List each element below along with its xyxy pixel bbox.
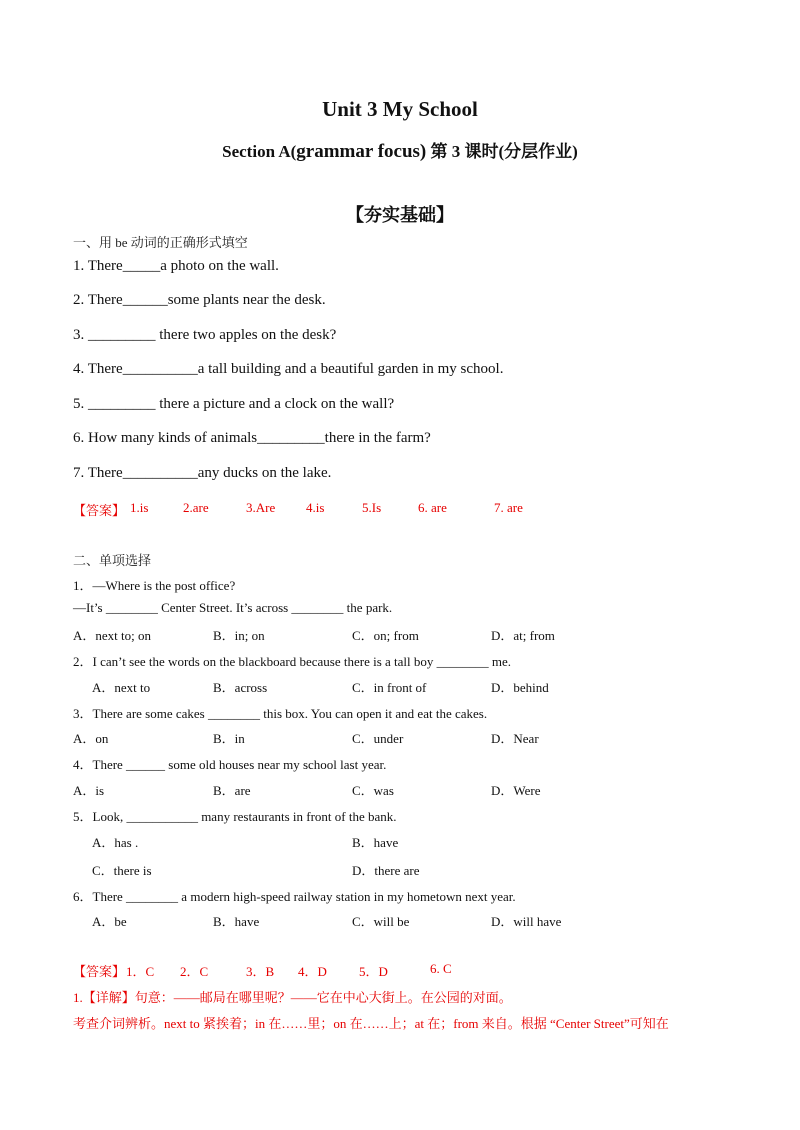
choice-option: B．in; on (213, 628, 265, 643)
part1-answer: 1.is (130, 500, 149, 515)
subtitle-section: Section A( (222, 142, 297, 161)
part1-answer: 6. are (418, 500, 447, 515)
part2-answer: 6. C (430, 961, 452, 976)
explanation-line: 考查介词辨析。next to 紧挨着；in 在……里；on 在……上；at 在；from 来自。根据 “Center Street”可知在 (73, 1016, 669, 1031)
choice-option: C．under (352, 731, 404, 746)
choice-question: 6．There ________ a modern high-speed railway station in my hometown next year. (73, 889, 516, 904)
fill-question: 1. There_____a photo on the wall. (73, 258, 279, 274)
choice-option: B．are (213, 783, 251, 798)
choice-option: B．across (213, 680, 268, 695)
fill-question: 3. _________ there two apples on the desk? (73, 327, 337, 343)
part2-answer: 3．B (246, 964, 275, 979)
part2-heading: 二、单项选择 (73, 553, 152, 568)
choice-option: D．Were (491, 783, 541, 798)
choice-option: A．has . (92, 835, 139, 850)
choice-option: B．have (213, 914, 260, 929)
choice-question: 5．Look, ___________ many restaurants in front of the bank. (73, 809, 397, 824)
part1-answer-label: 【答案】 (73, 503, 126, 518)
choice-option: D．at; from (491, 628, 555, 643)
part1-answer: 4.is (306, 500, 325, 515)
page-title: Unit 3 My School (322, 97, 478, 121)
choice-option: A．on (73, 731, 109, 746)
choice-option: C．there is (92, 863, 152, 878)
part2-answer: 4．D (298, 964, 327, 979)
choice-option: A．next to; on (73, 628, 151, 643)
choice-option: C．was (352, 783, 394, 798)
choice-option: D．there are (352, 863, 420, 878)
part2-answer: 5．D (359, 964, 388, 979)
page-subtitle (0, 137, 800, 163)
choice-option: A．next to (92, 680, 151, 695)
choice-option: B．in (213, 731, 245, 746)
choice-question-line: —It’s ________ Center Street. It’s across ________ the park. (73, 600, 393, 615)
section-title: 【夯实基础】 (346, 205, 454, 225)
choice-option: C．in front of (352, 680, 427, 695)
fill-question: 7. There__________any ducks on the lake. (73, 465, 332, 481)
part2-answer-label: 【答案】 (73, 964, 126, 979)
choice-option: C．will be (352, 914, 410, 929)
choice-option: D．Near (491, 731, 539, 746)
choice-question: 1．—Where is the post office? (73, 578, 236, 593)
part1-answer: 7. are (494, 500, 523, 515)
subtitle-focus: grammar focus) (296, 141, 427, 162)
choice-option: D．will have (491, 914, 562, 929)
fill-question: 5. _________ there a picture and a clock on the wall? (73, 396, 395, 412)
explanation-line: 1.【详解】句意：——邮局在哪里呢？——它在中心大街上。在公园的对面。 (73, 990, 512, 1005)
part1-answer: 5.Is (362, 500, 382, 515)
choice-option: A．be (92, 914, 127, 929)
subtitle-lesson: 第 3 课时(分层作业) (426, 142, 578, 161)
fill-question: 6. How many kinds of animals_________there in the farm? (73, 430, 431, 446)
part1-heading: 一、用 be 动词的正确形式填空 (73, 235, 248, 250)
choice-option: C．on; from (352, 628, 419, 643)
part1-answer: 2.are (183, 500, 209, 515)
part1-answer: 3.Are (246, 500, 276, 515)
choice-question: 2．I can’t see the words on the blackboard because there is a tall boy ________ me. (73, 654, 512, 669)
part2-answer: 1．C (126, 964, 155, 979)
choice-option: B．have (352, 835, 399, 850)
fill-question: 2. There______some plants near the desk. (73, 292, 326, 308)
choice-question: 4．There ______ some old houses near my school last year. (73, 757, 387, 772)
choice-option: D．behind (491, 680, 549, 695)
fill-question: 4. There__________a tall building and a beautiful garden in my school. (73, 361, 504, 377)
choice-option: A．is (73, 783, 105, 798)
choice-question: 3．There are some cakes ________ this box. You can open it and eat the cakes. (73, 706, 488, 721)
part2-answer: 2．C (180, 964, 209, 979)
